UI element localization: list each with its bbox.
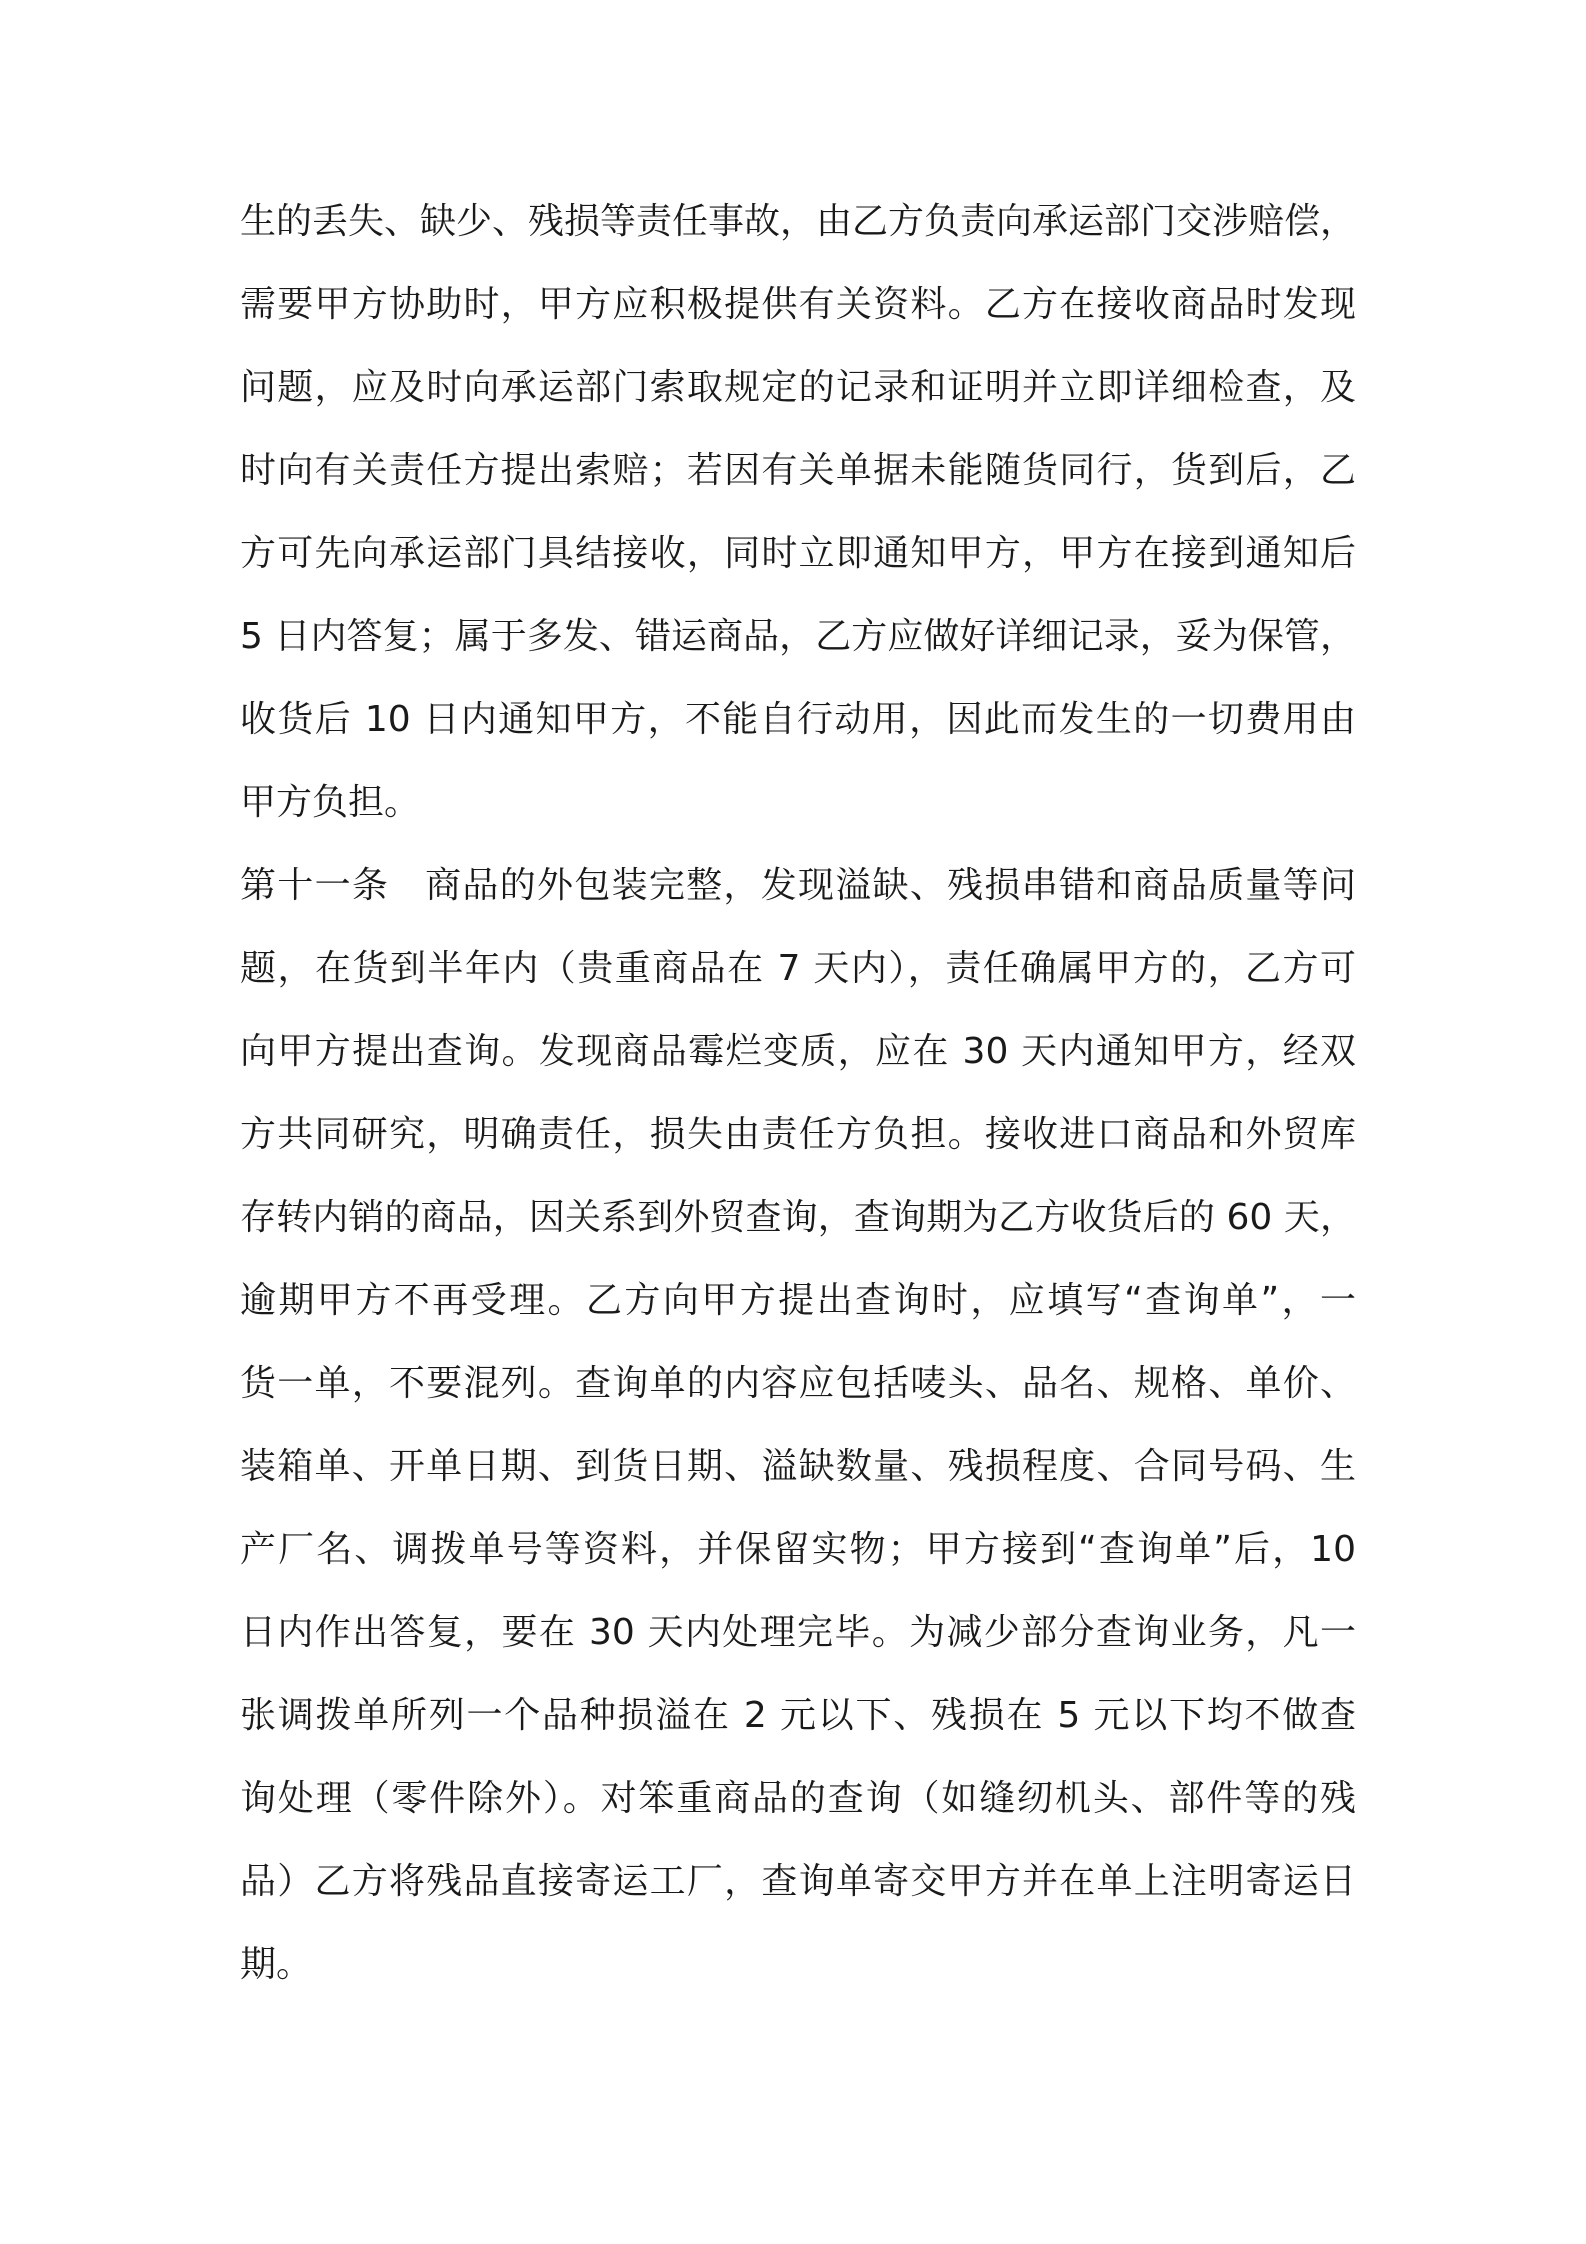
article-line: 货一单，不要混列。查询单的内容应包括唛头、品名、规格、单价、 (240, 1363, 1356, 1404)
article-line: 逾期甲方不再受理。乙方向甲方提出查询时，应填写“查询单”，一 (240, 1280, 1356, 1321)
article-heading-line (240, 844, 1356, 927)
article-line: 日内作出答复，要在 30 天内处理完毕。为减少部分查询业务，凡一 (240, 1612, 1356, 1653)
article-heading-text: 商品的外包装完整，发现溢缺、残损串错和商品质量等问 (425, 865, 1356, 906)
paragraph-line: 需要甲方协助时，甲方应积极提供有关资料。乙方在接收商品时发现 (240, 284, 1356, 325)
article-line: 期。 (240, 1944, 313, 1985)
paragraph-line: 5 日内答复；属于多发、错运商品，乙方应做好详细记录，妥为保管， (240, 616, 1356, 657)
paragraph-line: 问题，应及时向承运部门索取规定的记录和证明并立即详细检查，及 (240, 367, 1356, 408)
article-line: 品）乙方将残品直接寄运工厂，查询单寄交甲方并在单上注明寄运日 (240, 1861, 1356, 1902)
paragraph-line: 方可先向承运部门具结接收，同时立即通知甲方，甲方在接到通知后 (240, 533, 1356, 574)
paragraph-line: 生的丢失、缺少、残损等责任事故，由乙方负责向承运部门交涉赔偿， (240, 201, 1357, 242)
article-line: 方共同研究，明确责任，损失由责任方负担。接收进口商品和外贸库 (240, 1114, 1356, 1155)
article-line: 题，在货到半年内（贵重商品在 7 天内），责任确属甲方的，乙方可 (240, 948, 1356, 989)
article-line: 存转内销的商品，因关系到外贸查询，查询期为乙方收货后的 60 天， (240, 1197, 1356, 1238)
article-line: 询处理（零件除外）。对笨重商品的查询（如缝纫机头、部件等的残 (240, 1778, 1356, 1819)
paragraph-line: 收货后 10 日内通知甲方，不能自行动用，因此而发生的一切费用由 (240, 699, 1356, 740)
article-line: 张调拨单所列一个品种损溢在 2 元以下、残损在 5 元以下均不做查 (240, 1695, 1356, 1736)
article-line: 装箱单、开单日期、到货日期、溢缺数量、残损程度、合同号码、生 (240, 1446, 1356, 1487)
paragraph-line: 甲方负担。 (240, 782, 421, 823)
paragraph-line: 时向有关责任方提出索赔；若因有关单据未能随货同行，货到后，乙 (240, 450, 1356, 491)
contract-text (240, 180, 1356, 2006)
article-label: 第十一条 (240, 865, 390, 906)
article-line: 产厂名、调拨单号等资料，并保留实物；甲方接到“查询单”后，10 (240, 1529, 1356, 1570)
article-line: 向甲方提出查询。发现商品霉烂变质，应在 30 天内通知甲方，经双 (240, 1031, 1356, 1072)
